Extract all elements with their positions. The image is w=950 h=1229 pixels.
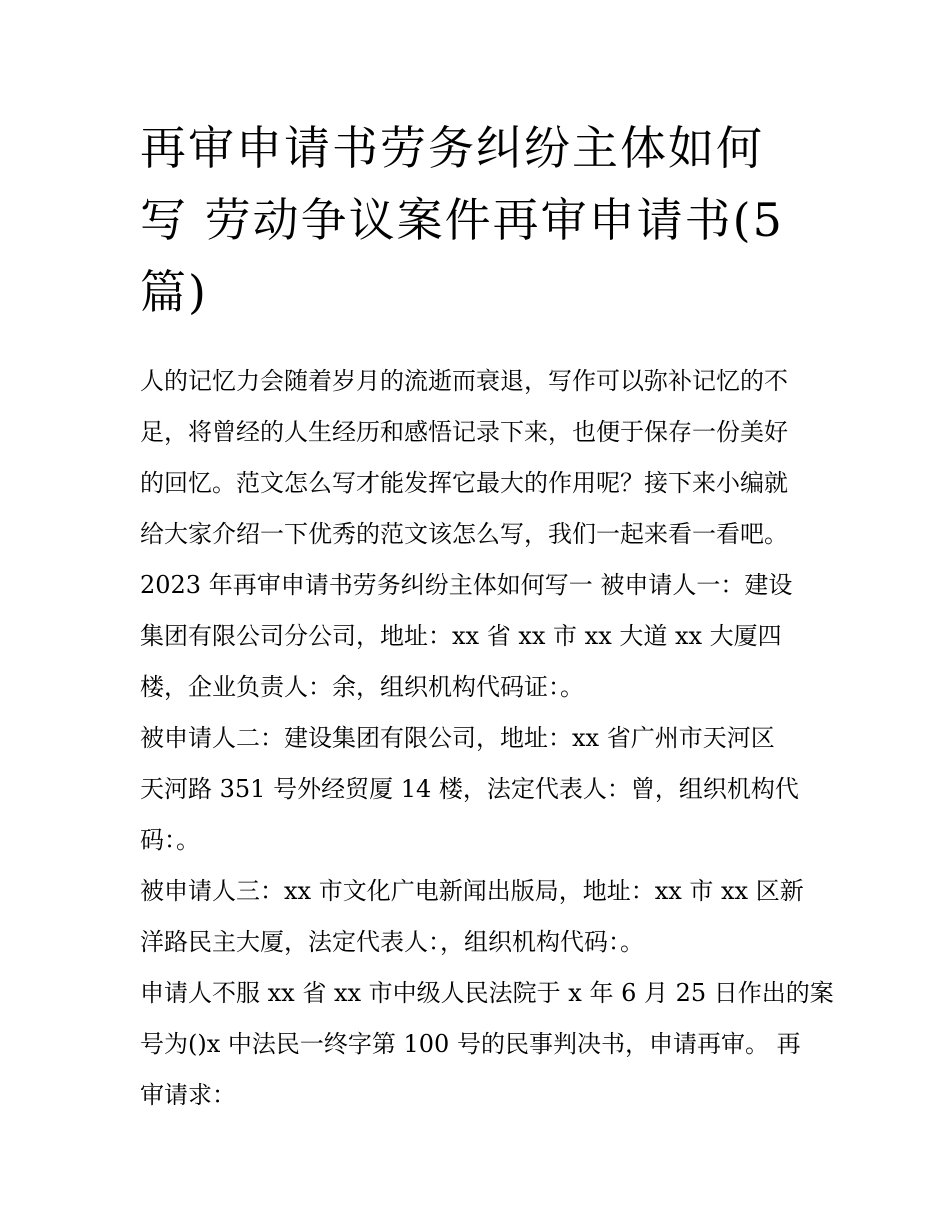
paragraph-respondent-3 (140, 866, 830, 968)
paragraph-intro (140, 356, 830, 713)
text-line: 楼，企业负责人：余，组织机构代码证：。 (140, 673, 584, 701)
text-line: 申请人不服 xx 省 xx 市中级人民法院于 x 年 6 月 25 日作出的案 (140, 979, 834, 1007)
text-line: 足，将曾经的人生经历和感悟记录下来，也便于保存一份美好 (140, 418, 788, 446)
text-line: 集团有限公司分公司，地址：xx 省 xx 市 xx 大道 xx 大厦四 (140, 622, 782, 650)
text-line: 天河路 351 号外经贸厦 14 楼，法定代表人：曾，组织机构代 (140, 775, 799, 803)
text-line: 洋路民主大厦，法定代表人：，组织机构代码：。 (140, 928, 644, 956)
text-line: 人的记忆力会随着岁月的流逝而衰退，写作可以弥补记忆的不 (140, 367, 788, 395)
text-line: 给大家介绍一下优秀的范文该怎么写，我们一起来看一看吧。 (140, 520, 788, 548)
document-body (140, 356, 834, 1121)
text-line: 的回忆。范文怎么写才能发挥它最大的作用呢？接下来小编就 (140, 469, 788, 497)
text-line: 被申请人二：建设集团有限公司，地址：xx 省广州市天河区 (140, 724, 775, 752)
text-line: 码：。 (140, 826, 200, 854)
text-line: 被申请人三：xx 市文化广电新闻出版局，地址：xx 市 xx 区新 (140, 877, 804, 905)
text-line: 2023 年再审申请书劳务纠纷主体如何写一 被申请人一：建设 (140, 571, 793, 599)
title-line: 写 劳动争议案件再审申请书(5 (140, 193, 784, 247)
text-line: 审请求： (140, 1081, 236, 1109)
document-title (140, 112, 820, 328)
paragraph-petition (140, 968, 834, 1121)
title-line: 再审申请书劳务纠纷主体如何 (140, 121, 764, 175)
title-line: 篇) (140, 265, 208, 319)
text-line: 号为()x 中法民一终字第 100 号的民事判决书，申请再审。 再 (140, 1030, 801, 1058)
paragraph-respondent-2 (140, 713, 830, 866)
